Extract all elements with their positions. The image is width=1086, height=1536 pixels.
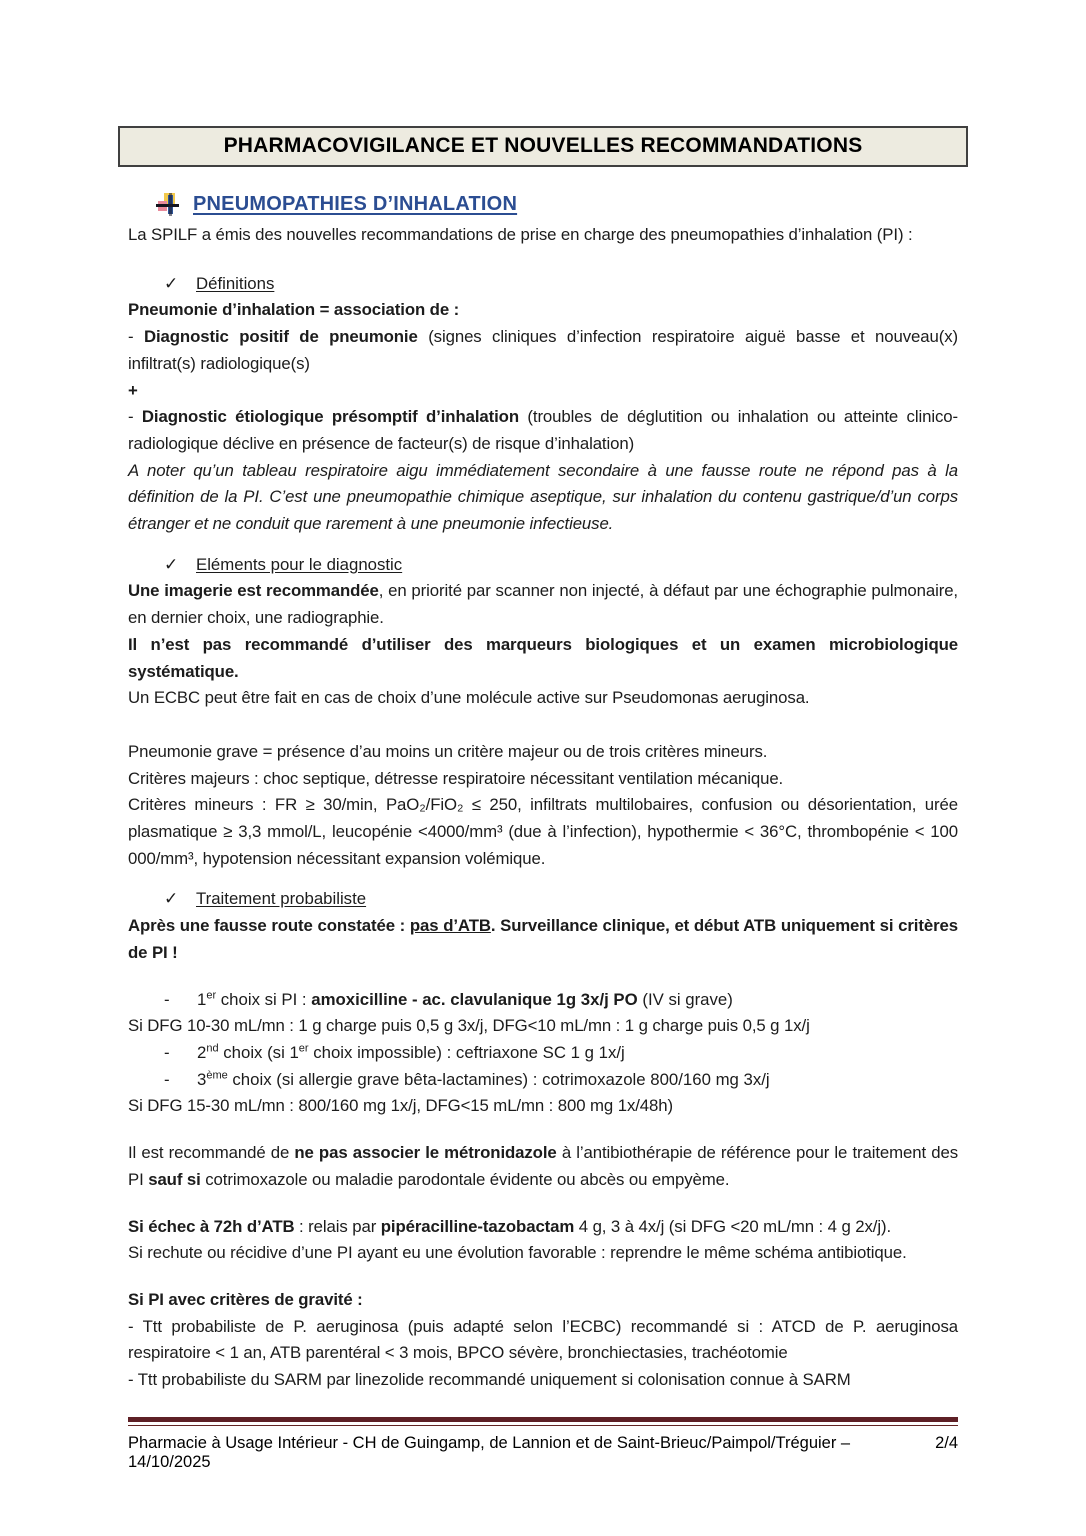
footer-row [128,1434,958,1472]
superscript-run: ème [206,1069,228,1082]
subheading-traitement: Traitement probabiliste [196,889,367,909]
text-run: (troubles de déglutition ou inhalation ou atteinte clinico-radiologique déclive en présence de facteur(s) de risque d’inhalation) [128,407,958,453]
text-run: à l’antibiothérapie de référence pour le traitement des PI [128,1143,958,1189]
section-title: PNEUMOPATHIES D’INHALATION [193,193,518,215]
check-item-definitions [164,271,958,298]
paragraph-note-italic: A noter qu’un tableau respiratoire aigu immédiatement secondaire à une fausse route ne répond pas à la définition de la PI. C’est une pneumopathie chimique aseptique, sur inhalation du contenu gastrique/d’un corps étranger et ne conduit que rarement à une pneumonie infectieuse. [128,460,958,534]
bold-run: . Surveillance clinique, et début ATB uniquement si critères de PI ! [128,916,958,962]
spacer [128,1194,958,1214]
paragraph-pneumonie-grave: Pneumonie grave = présence d’au moins un critère majeur ou de trois critères mineurs. [128,741,768,761]
list-item-choix2 [164,1040,958,1067]
paragraph-imagerie [128,578,958,631]
superscript-run: nd [206,1042,219,1055]
text-run: choix (si 1 [218,1042,299,1062]
list-item-text [197,1067,958,1094]
text-run: (IV si grave) [637,989,733,1009]
underline-run: pas d’ATB [409,916,491,936]
spacer [128,1267,958,1287]
list-item-choix1 [164,987,958,1014]
paragraph-marqueurs: Il n’est pas recommandé d’utiliser des marqueurs biologiques et un examen microbiologique systématique. [128,634,958,681]
list-item-text [197,1040,958,1067]
superscript-run: er [298,1042,309,1055]
list-item-text [197,987,958,1014]
check-item-elements-diagnostic [164,552,958,579]
bold-run: Diagnostic étiologique présomptif d’inhalation [141,407,519,427]
dash-bullet: - [164,1069,170,1089]
section-heading [155,192,958,217]
text-run: 3 [197,1069,207,1089]
page-number: 2/4 [935,1434,958,1452]
text-run: Il est recommandé de [128,1143,295,1163]
bold-run: Si échec à 72h d’ATB [128,1216,295,1236]
text-run: 1 [197,989,207,1009]
title-banner [118,126,968,167]
spacer [128,1120,958,1140]
paragraph-gravite-aeruginosa: - Ttt probabiliste de P. aeruginosa (puis adapté selon l’ECBC) recommandé si : ATCD de P. aeruginosa respiratoire < 1 an, ATB parentéral < 3 mois, BPCO sévère, bronchiectasies, trachéotomie [128,1316,958,1363]
paragraph-echec-72h [128,1214,958,1241]
paragraph-plus: + [128,380,138,400]
bold-run: Après une fausse route constatée : [128,916,410,936]
dash-bullet: - [164,989,170,1009]
text-run: choix (si allergie grave bêta-lactamines) : cotrimoxazole 800/160 mg 3x/j [227,1069,770,1089]
spacer [128,712,958,739]
dash-bullet: - [164,1042,170,1062]
spacer [128,967,958,987]
colored-plus-bullet-icon [155,192,180,217]
paragraph-dfg2: Si DFG 15-30 mL/mn : 800/160 mg 1x/j, DFG<15 mL/mn : 800 mg 1x/48h) [128,1096,673,1116]
paragraph-association: Pneumonie d’inhalation = association de : [128,300,460,320]
subheading-elements-diagnostic: Eléments pour le diagnostic [196,554,403,574]
dash-prefix: - [128,407,142,427]
text-run: : relais par [294,1216,381,1236]
footer-text: Pharmacie à Usage Intérieur - CH de Guingamp, de Lannion et de Saint-Brieuc/Paimpol/Tréguier – 14/10/2025 [128,1434,851,1471]
text-run: (signes cliniques d’infection respiratoire aiguë basse et nouveau(x) infiltrat(s) radiologique(s) [128,327,958,373]
page-footer [128,1417,958,1472]
checkmark-icon: ✓ [164,554,179,574]
text-run: choix impossible) : ceftriaxone SC 1 g 1x/j [308,1042,625,1062]
list-item-choix3 [164,1067,958,1094]
dash-prefix: - [128,327,144,347]
paragraph-apres-fausse-route [128,913,958,966]
text-run: cotrimoxazole ou maladie parodontale évidente ou abcès ou empyème. [200,1169,730,1189]
spacer [128,249,958,265]
subheading-definitions: Définitions [196,273,275,293]
intro-paragraph: La SPILF a émis des nouvelles recommandations de prise en charge des pneumopathies d’inhalation (PI) : [128,225,913,244]
bold-run: Diagnostic positif de pneumonie [143,327,418,347]
text-run: , en priorité par scanner non injecté, à défaut par une échographie pulmonaire, en dernier choix, une radiographie. [128,581,958,628]
bold-run: pipéracilline-tazobactam [380,1216,575,1236]
bold-run: amoxicilline - ac. clavulanique 1g 3x/j PO [311,989,638,1009]
spacer [128,872,958,880]
superscript-run: er [206,988,217,1001]
text-run: 4 g, 3 à 4x/j (si DFG <20 mL/mn : 4 g 2x/j). [574,1216,892,1236]
bold-run: sauf si [148,1169,201,1189]
paragraph-criteres-majeurs: Critères majeurs : choc septique, détresse respiratoire nécessitant ventilation mécanique. [128,768,784,788]
paragraph-diagnostic-etiologique [128,404,958,457]
paragraph-metronidazole [128,1140,958,1193]
page-title: PHARMACOVIGILANCE ET NOUVELLES RECOMMANDATIONS [223,134,863,157]
checkmark-icon: ✓ [164,889,179,909]
paragraph-diagnostic-positif [128,324,958,377]
paragraph-gravite-sarm: - Ttt probabiliste du SARM par linezolide recommandé uniquement si colonisation connue à SARM [128,1370,851,1390]
check-item-traitement [164,886,958,913]
text-run: 2 [197,1042,207,1062]
paragraph-gravite-titre: Si PI avec critères de gravité : [128,1289,363,1309]
text-run: choix si PI : [216,989,312,1009]
paragraph-dfg1: Si DFG 10-30 mL/mn : 1 g charge puis 0,5 g 3x/j, DFG<10 mL/mn : 1 g charge puis 0,5 g 1x/j [128,1016,810,1036]
spacer [128,538,958,546]
paragraph-ecbc: Un ECBC peut être fait en cas de choix d’une molécule active sur Pseudomonas aeruginosa. [128,688,810,708]
bold-run: Une imagerie est recommandée [128,581,379,601]
checkmark-icon: ✓ [164,273,179,293]
document-content [128,126,958,1394]
bold-run: ne pas associer le métronidazole [294,1143,557,1163]
footer-divider [128,1417,958,1426]
paragraph-rechute: Si rechute ou récidive d’une PI ayant eu une évolution favorable : reprendre le même schéma antibiotique. [128,1243,907,1263]
paragraph-criteres-mineurs: Critères mineurs : FR ≥ 30/min, PaO₂/FiO₂ ≤ 250, infiltrats multilobaires, confusion ou désorientation, urée plasmatique ≥ 3,3 mmol/L, leucopénie <4000/mm³ (due à l’infection), hypothermie < 36°C, thrombopénie < 100 000/mm³, hypotension nécessitant expansion volémique. [128,795,958,868]
